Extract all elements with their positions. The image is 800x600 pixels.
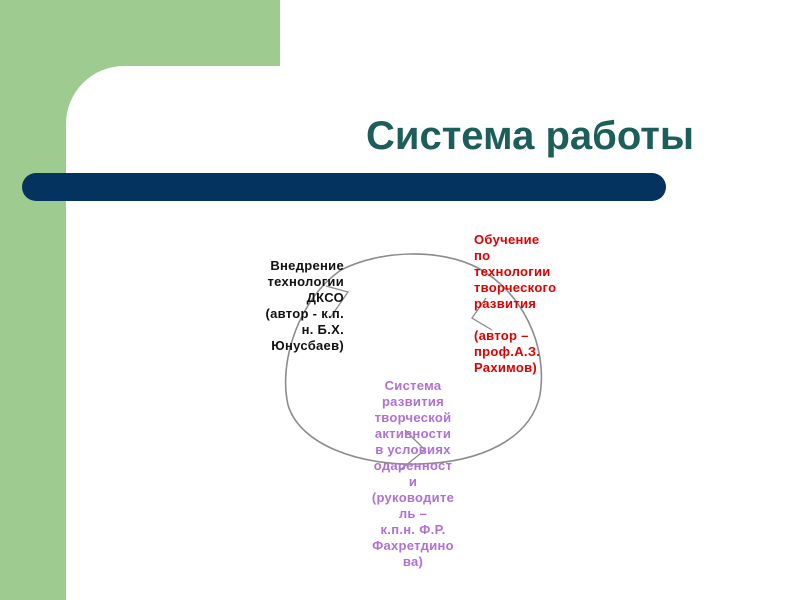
node-creative-activity-system: Система развития творческой активности в условиях одаренност и (руководите ль – к.п.н. Ф.Р. Фахретдино ва)	[371, 378, 455, 569]
slide-title: Система работы	[365, 114, 695, 158]
node-creative-development-training: Обучение по технологии творческого развития (автор – проф.А.З. Рахимов)	[474, 232, 557, 375]
node-dkso-technology: Внедрение технологии ДКСО (автор - к.п. н. Б.Х. Юнусбаев)	[265, 258, 344, 353]
